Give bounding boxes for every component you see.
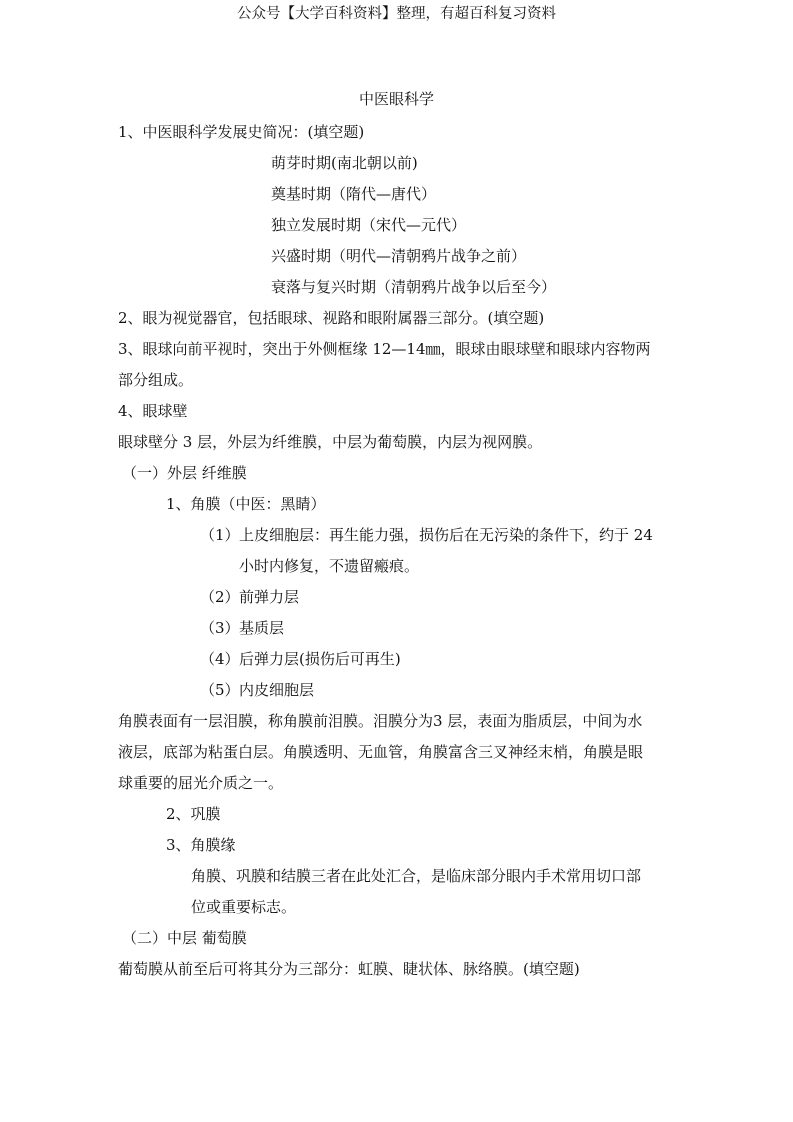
outer-layer-heading: （一）外层 纤维膜 [122,464,247,482]
period-item: 奠基时期（隋代—唐代） [271,185,437,203]
cornea-layer [118,582,688,613]
cornea-layer-number: （2） [200,588,240,606]
cornea-layer-number: （4） [200,650,240,668]
eyeball-wall-summary: 眼球壁分 3 层，外层为纤维膜，中层为葡萄膜，内层为视网膜。 [118,433,543,451]
cornea-layer-text: 内皮细胞层 [239,681,315,699]
cornea-layer-number: （3） [200,619,240,637]
period-item: 兴盛时期（明代—清朝鸦片战争之前） [271,247,527,265]
cornea-note-line: 液层，底部为粘蛋白层。角膜透明、无血管，角膜富含三叉神经末梢，角膜是眼 [118,743,644,761]
cornea-layer-text: 前弹力层 [239,588,300,606]
cornea-layer-text: 上皮细胞层：再生能力强，损伤后在无污染的条件下，约于 24 [239,526,653,544]
cornea-layer-number: （5） [200,681,240,699]
middle-layer-heading: （二）中层 葡萄膜 [122,929,247,947]
cornea-layer [118,644,688,675]
cornea-note-line: 角膜表面有一层泪膜，称角膜前泪膜。泪膜分为3 层，表面为脂质层，中间为水 [118,712,643,730]
cornea-note-line: 球重要的屈光介质之一。 [118,774,284,792]
page-header: 公众号【大学百科资料】整理，有超百科复习资料 [237,6,556,22]
period-item: 萌芽时期(南北朝以前) [271,154,418,172]
section-3-line-1: 3、眼球向前平视时，突出于外侧框缘 12—14㎜，眼球由眼球壁和眼球内容物两 [118,340,651,358]
cornea-heading: 1、角膜（中医：黑睛） [166,495,326,513]
sclera-heading: 2、巩膜 [166,805,221,823]
limbus-description: 位或重要标志。 [191,898,297,916]
cornea-layer-number: （1） [200,526,240,544]
cornea-layer-text: 后弹力层(损伤后可再生) [239,650,401,668]
cornea-layer [118,520,688,551]
cornea-layer-text: 基质层 [239,619,285,637]
page-title: 中医眼科学 [358,90,434,108]
section-1-heading: 1、中医眼科学发展史简况：(填空题) [118,123,365,141]
period-item: 衰落与复兴时期（清朝鸦片战争以后至今） [271,278,557,296]
period-item: 独立发展时期（宋代—元代） [271,216,467,234]
cornea-layer [118,613,688,644]
uvea-description: 葡萄膜从前至后可将其分为三部分：虹膜、睫状体、脉络膜。(填空题) [118,960,580,978]
limbus-heading: 3、角膜缘 [166,836,236,854]
document-body [118,117,688,985]
cornea-layer-continuation: 小时内修复，不遗留瘢痕。 [239,557,420,575]
cornea-layer [118,675,688,706]
section-4-heading: 4、眼球壁 [118,402,188,420]
section-3-line-2: 部分组成。 [118,371,194,389]
section-2-text: 2、眼为视觉器官，包括眼球、视路和眼附属器三部分。(填空题) [118,309,545,327]
limbus-description: 角膜、巩膜和结膜三者在此处汇合，是临床部分眼内手术常用切口部 [191,867,642,885]
